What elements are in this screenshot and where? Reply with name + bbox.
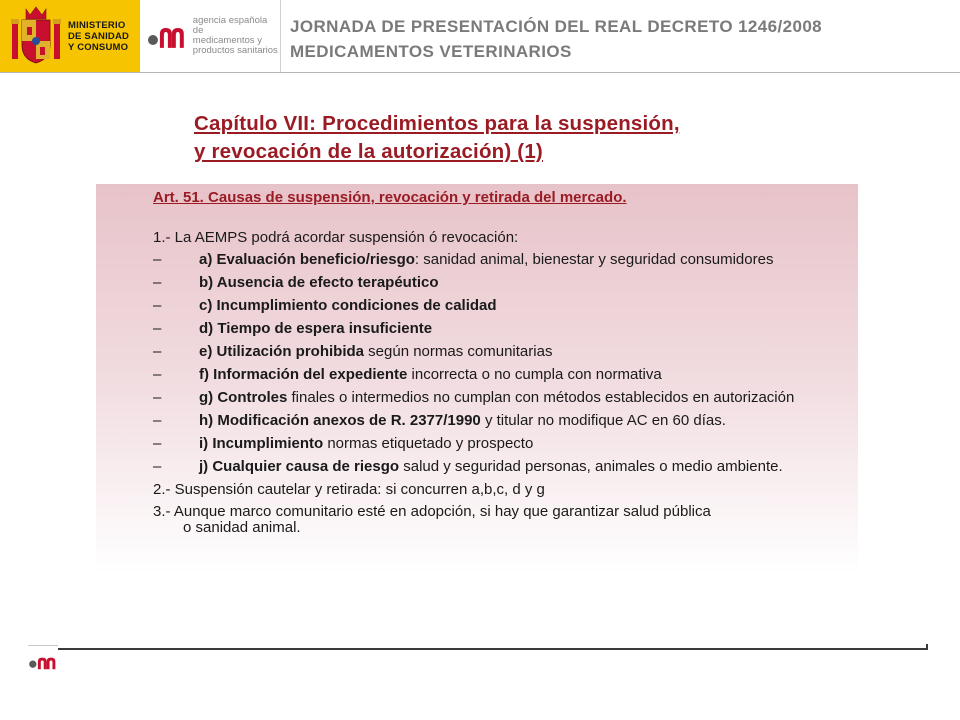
list-item: [153, 252, 858, 268]
aemps-footer-logo-icon: [28, 654, 58, 670]
header-title-line1: JORNADA DE PRESENTACIÓN DEL REAL DECRETO 1246/2008: [290, 17, 823, 36]
ministry-name-line3: Y CONSUMO: [68, 41, 129, 53]
list-item-bold: c) Incumplimiento condiciones de calidad: [199, 297, 497, 314]
list-dash: –: [153, 389, 162, 406]
list-item-bold: e) Utilización prohibida: [199, 343, 365, 360]
point-3-line1: 3.- Aunque marco comunitario esté en adopción, si hay que garantizar salud pública: [153, 503, 711, 520]
header-rule: [282, 72, 960, 73]
list-item-bold: f) Información del expediente: [199, 366, 408, 383]
list-item: [153, 367, 858, 383]
slide-title-line1: Capítulo VII: Procedimientos para la suspensión,: [194, 112, 680, 135]
list-dash: –: [153, 366, 162, 383]
header-title-line2: MEDICAMENTOS VETERINARIOS: [290, 42, 572, 61]
ministry-name: [68, 20, 129, 53]
ministry-name-line1: MINISTERIO: [68, 19, 126, 31]
header-left-rule: [0, 72, 282, 73]
list-dash: –: [153, 274, 162, 291]
list-item: [153, 459, 858, 475]
footer-rule-tick: [926, 644, 928, 650]
list-item-text: salud y seguridad personas, animales o medio ambiente.: [399, 458, 783, 475]
slide-title-line2: y revocación de la autorización) (1): [194, 140, 543, 163]
list-item-text: : sanidad animal, bienestar y seguridad consumidores: [414, 251, 774, 268]
list-item: [153, 275, 858, 291]
list-item-bold: h) Modificación anexos de R. 2377/1990: [199, 412, 481, 429]
list-dash: –: [153, 435, 162, 452]
spain-coat-of-arms-icon: [10, 5, 62, 67]
list-item-text: normas etiquetado y prospecto: [323, 435, 534, 452]
list-item: [153, 436, 858, 452]
ministry-logo: [0, 0, 140, 72]
footer-rule: [58, 648, 928, 650]
list-item-bold: a) Evaluación beneficio/riesgo: [199, 251, 415, 268]
agency-name: [193, 16, 280, 56]
agency-name-line1: agencia española de: [192, 15, 268, 36]
header-title: [290, 14, 822, 64]
list-dash: –: [153, 297, 162, 314]
agency-name-line2: medicamentos y: [192, 35, 262, 46]
list-dash: –: [153, 343, 162, 360]
list-dash: –: [153, 251, 162, 268]
list-dash: –: [153, 458, 162, 475]
list-dash: –: [153, 320, 162, 337]
point-1-intro: 1.- La AEMPS podrá acordar suspensión ó revocación:: [153, 229, 519, 246]
list-item-text: según normas comunitarias: [364, 343, 553, 360]
list-item-text: finales o intermedios no cumplan con métodos establecidos en autorización: [287, 389, 795, 406]
article-content: [153, 190, 858, 542]
list-item-bold: d) Tiempo de espera insuficiente: [199, 320, 433, 337]
article-title: Art. 51. Causas de suspensión, revocación y retirada del mercado.: [153, 189, 627, 206]
ministry-name-line2: DE SANIDAD: [68, 30, 130, 42]
list-item-bold: j) Cualquier causa de riesgo: [199, 458, 400, 475]
list-dash: –: [153, 412, 162, 429]
list-item-text: incorrecta o no cumpla con normativa: [407, 366, 662, 383]
list-item: [153, 344, 858, 360]
agency-name-line3: productos sanitarios: [192, 45, 278, 56]
point-3: [153, 504, 858, 536]
agency-logo: [141, 0, 281, 72]
list-item: [153, 298, 858, 314]
list-item-bold: g) Controles: [199, 389, 288, 406]
list-item-bold: b) Ausencia de efecto terapéutico: [199, 274, 439, 291]
list-item: [153, 390, 858, 406]
point-3-line2: o sanidad animal.: [183, 519, 301, 536]
list-item: [153, 413, 858, 429]
list-item-text: y titular no modifique AC en 60 días.: [480, 412, 726, 429]
list-item-bold: i) Incumplimiento: [199, 435, 324, 452]
slide-title: [194, 110, 680, 166]
list-item: [153, 321, 858, 337]
footer-rule-left: [28, 645, 58, 646]
aemps-logo-icon: [147, 22, 187, 50]
point-2: 2.- Suspensión cautelar y retirada: si concurren a,b,c, d y g: [153, 481, 545, 498]
